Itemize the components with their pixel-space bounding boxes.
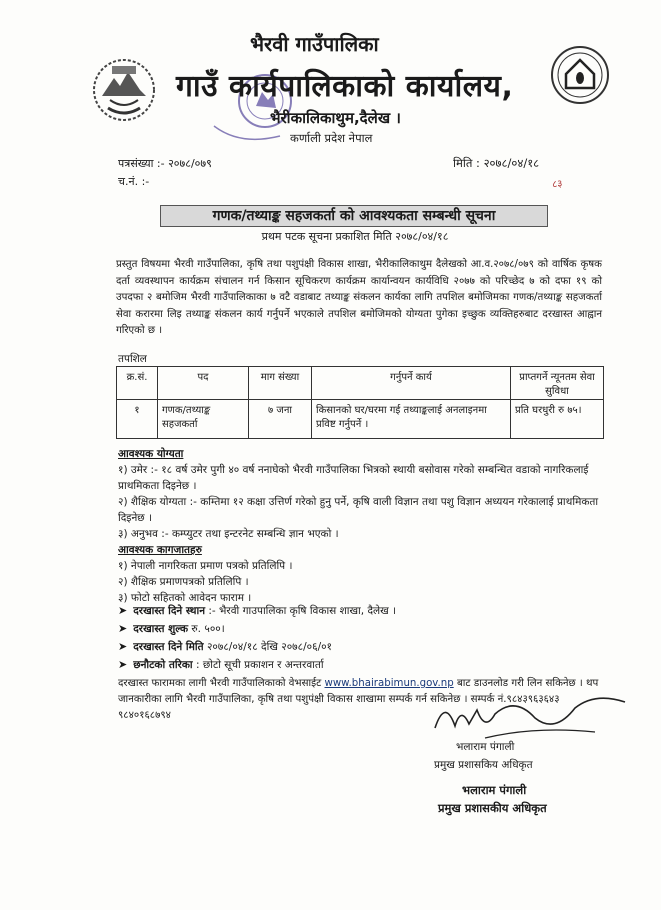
cell-sn: १ bbox=[117, 400, 158, 439]
cell-benefit: प्रति घरधुरी रु ७५। bbox=[511, 400, 604, 439]
bullet-selection: ➤ छनौटको तरिका : छोटो सूची प्रकाशन र अन्तरवार्ता bbox=[118, 658, 324, 671]
arrow-icon: ➤ bbox=[118, 622, 128, 635]
signatory-name: भलाराम पंगाली bbox=[456, 741, 515, 753]
office-name: गाउँ कार्यपालिकाको कार्यालय, bbox=[176, 69, 514, 104]
annex-label: तपशिल bbox=[118, 353, 147, 365]
dispatch-number: च.नं. :- bbox=[118, 175, 150, 188]
bullet-dates: ➤ दरखास्त दिने मिति २०७८/०४/१८ देखि २०७८/०६/०१ bbox=[118, 640, 333, 653]
col-duty-header: गर्नुपर्ने कार्य bbox=[312, 367, 511, 400]
vacancy-table bbox=[116, 366, 604, 439]
cell-post: गणक/तथ्याङ्क सहजकर्ता bbox=[158, 400, 249, 439]
col-post-header: पद bbox=[158, 367, 249, 400]
qualifications-heading: आवश्यक योग्यता bbox=[118, 448, 184, 460]
arrow-icon: ➤ bbox=[118, 604, 128, 617]
office-address: भैरीकालिकाथुम,दैलेख । bbox=[270, 109, 401, 127]
nepal-emblem-icon bbox=[88, 52, 160, 124]
municipality-name: भैरवी गाउँपालिका bbox=[250, 32, 379, 56]
arrow-icon: ➤ bbox=[118, 658, 128, 671]
arrow-icon: ➤ bbox=[118, 640, 128, 653]
document-item: ३) फोटो सहितको आवेदन फाराम । bbox=[118, 592, 252, 604]
table-row bbox=[117, 400, 604, 439]
cell-duty: किसानको घर/घरमा गई तथ्याङ्कलाई अनलाइनमा प्रविष्ट गर्नुपर्ने । bbox=[312, 400, 511, 439]
website-link[interactable]: www.bhairabimun.gov.np bbox=[324, 678, 454, 689]
footer-paragraph: दरखास्त फारामका लागी भैरवी गाउँपालिकाको वेभसाईट www.bhairabimun.gov.np बाट डाउनलोड गरी लिन सकिनेछ । थप जानकारीका लागि भैरवी गाउँपालिका, कृषि तथा पशुपंक्षी विकास शाखामा सम्पर्क गर्न सकिनेछ । सम्पर्क नं.९८४३९६३६४३ ९८४०१६८७९४ bbox=[118, 678, 599, 721]
signatory-name-printed: भलाराम पंगाली bbox=[462, 783, 527, 797]
cell-count: ७ जना bbox=[249, 400, 312, 439]
col-benefit-header: प्राप्तगर्ने न्यूनतम सेवा सुविधा bbox=[511, 367, 604, 400]
signature-icon bbox=[425, 688, 635, 746]
body-paragraph: प्रस्तुत विषयमा भैरवी गाउँपालिका, कृषि तथा पशुपंक्षी विकास शाखा, भैरीकालिकाथुम दैलेखको आ.व.२०७८/०७९ को वार्षिक कृषक दर्ता व्यवस्थापन कार्यक्रम संचालन गर्न किसान सूचिकरण कार्यक्रम कार्यान्वयन कार्यविधि २०७७ को परिच्छेद ७ को दफा १९ को उपदफा २ बमोजिम भैरवी गाउँपालिकाका ७ वटै वडाबाट तथ्याङ्क संकलन कार्यका लागि तपशिल बमोजिमका गणक/तथ्याङ्क सहजकर्ता सेवा करारमा लिइ तथ्याङ्क संकलन कार्य गर्नुपर्ने भएकाले तपशिल बमोजिमको योग्यता पुगेका इच्छुक व्यक्तिहरुबाट दरखास्त आह्वान गरिएको छ । bbox=[116, 259, 602, 336]
bullet-location: ➤ दरखास्त दिने स्थान :- भैरवी गाउपालिका कृषि विकास शाखा, दैलेख । bbox=[118, 604, 397, 617]
publication-date-line: प्रथम पटक सूचना प्रकाशित मिति २०७८/०४/१८ bbox=[261, 230, 449, 243]
document-item: २) शैक्षिक प्रमाणपत्रको प्रतिलिपि । bbox=[118, 576, 249, 588]
signatory-title: प्रमुख प्रशासकिय अधिकृत bbox=[434, 759, 533, 771]
table-header-row bbox=[117, 367, 604, 400]
documents-heading: आवश्यक कागजातहरु bbox=[118, 544, 202, 556]
signatory-title-printed: प्रमुख प्रशासकीय अधिकृत bbox=[438, 801, 547, 815]
qualification-item: २) शैक्षिक योग्यता :- कम्तिमा १२ कक्षा उत्तिर्ण गरेको हुनु पर्ने, कृषि वाली विज्ञान तथा पशु विज्ञान अध्ययन गरेकालाई प्राथमिकता दिइनेछ । bbox=[118, 496, 599, 524]
province-name: कर्णाली प्रदेश नेपाल bbox=[290, 131, 373, 145]
municipality-logo-icon bbox=[548, 40, 612, 110]
notice-date: मिति : २०७८/०४/१८ bbox=[453, 156, 540, 170]
documents-section bbox=[118, 542, 604, 606]
handwritten-mark: ८३ bbox=[551, 178, 563, 191]
notice-title: गणक/तथ्याङ्क सहजकर्ता को आवश्यकता सम्बन्धी सूचना bbox=[160, 205, 548, 227]
col-count-header: माग संख्या bbox=[249, 367, 312, 400]
qualification-item: ३) अनुभव :- कम्प्युटर तथा इन्टरनेट सम्बन्धि ज्ञान भएको । bbox=[118, 528, 339, 540]
document-item: १) नेपाली नागरिकता प्रमाण पत्रको प्रतिलिपि । bbox=[118, 560, 293, 572]
bullet-fee: ➤ दरखास्त शुल्क रु. ५००। bbox=[118, 622, 225, 635]
reference-number: पत्रसंख्या :- २०७८/०७९ bbox=[118, 157, 212, 170]
qualification-item: १) उमेर :- १८ वर्ष उमेर पुगी ४० वर्ष ननाघेको भैरवी गाउँपालिका भित्रको स्थायी बसोवास गरेको सम्बन्धित वडाको नागरिकलाई प्राथमिकता दिइनेछ । bbox=[118, 464, 589, 492]
qualifications-section bbox=[118, 446, 604, 542]
col-sn-header: क्र.सं. bbox=[117, 367, 158, 400]
